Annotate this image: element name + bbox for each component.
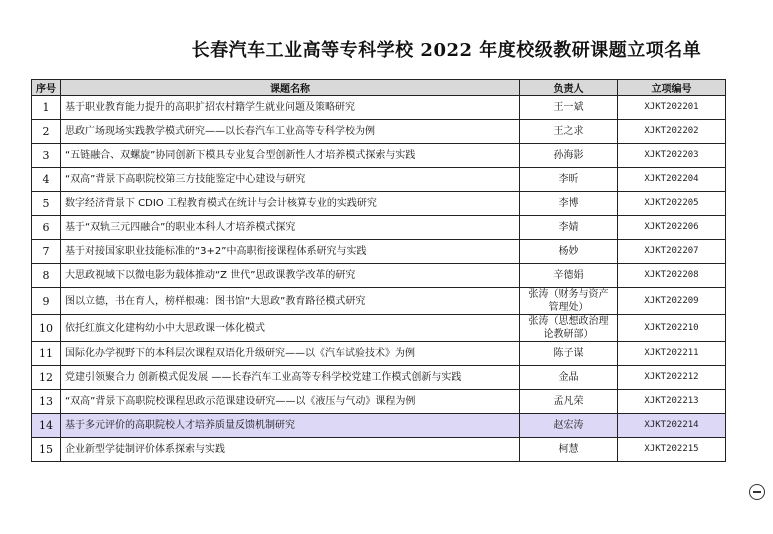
cell-no: 13 (32, 390, 61, 414)
cell-topic: 图以立德，书在育人，榜样根魂：图书馆“大思政”教育路径模式研究 (61, 288, 520, 315)
cell-no: 8 (32, 264, 61, 288)
cell-topic: 基于多元评价的高职院校人才培养质量反馈机制研究 (61, 414, 520, 438)
cell-no: 4 (32, 168, 61, 192)
table-row[interactable] (32, 288, 726, 315)
table-row[interactable] (32, 366, 726, 390)
cell-code: XJKT202207 (618, 240, 726, 264)
cell-owner: 孙海影 (520, 144, 618, 168)
cell-owner: 张涛（财务与资产管理处） (520, 288, 618, 315)
cell-no: 3 (32, 144, 61, 168)
header-code: 立项编号 (618, 80, 726, 96)
table-row[interactable] (32, 315, 726, 342)
table-row[interactable] (32, 240, 726, 264)
cell-code: XJKT202214 (618, 414, 726, 438)
cell-code: XJKT202206 (618, 216, 726, 240)
cell-topic: “双高”背景下高职院校第三方技能鉴定中心建设与研究 (61, 168, 520, 192)
cell-topic: 依托红旗文化建构幼小中大思政课一体化模式 (61, 315, 520, 342)
cell-owner: 孟凡荣 (520, 390, 618, 414)
header-topic: 课题名称 (61, 80, 520, 96)
cell-topic: 党建引领聚合力 创新模式促发展 ——长春汽车工业高等专科学校党建工作模式创新与实践 (61, 366, 520, 390)
cell-code: XJKT202211 (618, 342, 726, 366)
table-row[interactable] (32, 216, 726, 240)
cell-code: XJKT202209 (618, 288, 726, 315)
table-row[interactable] (32, 96, 726, 120)
cell-topic: 基于职业教育能力提升的高职扩招农村籍学生就业问题及策略研究 (61, 96, 520, 120)
cell-no: 12 (32, 366, 61, 390)
table-row[interactable] (32, 438, 726, 462)
header-owner: 负责人 (520, 80, 618, 96)
cell-owner: 辛德娟 (520, 264, 618, 288)
cell-code: XJKT202210 (618, 315, 726, 342)
cell-code: XJKT202201 (618, 96, 726, 120)
collapse-icon[interactable] (749, 484, 765, 500)
table-row[interactable] (32, 414, 726, 438)
cell-topic: 国际化办学视野下的本科层次课程双语化升级研究——以《汽车试验技术》为例 (61, 342, 520, 366)
table-row[interactable] (32, 342, 726, 366)
project-table (31, 79, 726, 462)
table-row[interactable] (32, 264, 726, 288)
cell-topic: 基于对接国家职业技能标准的“3+2”中高职衔接课程体系研究与实践 (61, 240, 520, 264)
cell-no: 11 (32, 342, 61, 366)
cell-code: XJKT202203 (618, 144, 726, 168)
cell-owner: 李昕 (520, 168, 618, 192)
table-row[interactable] (32, 390, 726, 414)
cell-no: 2 (32, 120, 61, 144)
cell-no: 6 (32, 216, 61, 240)
cell-code: XJKT202213 (618, 390, 726, 414)
table-row[interactable] (32, 192, 726, 216)
cell-owner: 李博 (520, 192, 618, 216)
cell-no: 14 (32, 414, 61, 438)
cell-owner: 王一斌 (520, 96, 618, 120)
cell-no: 5 (32, 192, 61, 216)
cell-topic: 基于“双轨三元四融合”的职业本科人才培养模式探究 (61, 216, 520, 240)
cell-topic: 数字经济背景下 CDIO 工程教育模式在统计与会计核算专业的实践研究 (61, 192, 520, 216)
cell-topic: 企业新型学徒制评价体系探索与实践 (61, 438, 520, 462)
cell-no: 1 (32, 96, 61, 120)
cell-no: 7 (32, 240, 61, 264)
cell-topic: “五链融合、双螺旋”协同创新下模具专业复合型创新性人才培养模式探索与实践 (61, 144, 520, 168)
table-header-row (32, 80, 726, 96)
cell-owner: 柯慧 (520, 438, 618, 462)
cell-code: XJKT202208 (618, 264, 726, 288)
document-title: 长春汽车工业高等专科学校 2022 年度校级教研课题立项名单 (191, 40, 702, 61)
cell-owner: 张涛（思想政治理论教研部） (520, 315, 618, 342)
cell-owner: 杨妙 (520, 240, 618, 264)
cell-owner: 陈子谋 (520, 342, 618, 366)
cell-owner: 李婧 (520, 216, 618, 240)
cell-code: XJKT202205 (618, 192, 726, 216)
cell-owner: 赵宏涛 (520, 414, 618, 438)
table-row[interactable] (32, 168, 726, 192)
cell-topic: “双高”背景下高职院校课程思政示范课建设研究——以《液压与气动》课程为例 (61, 390, 520, 414)
table-row[interactable] (32, 120, 726, 144)
header-no: 序号 (32, 80, 61, 96)
cell-no: 15 (32, 438, 61, 462)
cell-owner: 金晶 (520, 366, 618, 390)
cell-code: XJKT202215 (618, 438, 726, 462)
cell-topic: 大思政视域下以微电影为载体推动“Z 世代”思政课教学改革的研究 (61, 264, 520, 288)
cell-no: 9 (32, 288, 61, 315)
cell-topic: 思政广场现场实践教学模式研究——以长春汽车工业高等专科学校为例 (61, 120, 520, 144)
cell-code: XJKT202212 (618, 366, 726, 390)
cell-code: XJKT202204 (618, 168, 726, 192)
table-row[interactable] (32, 144, 726, 168)
cell-no: 10 (32, 315, 61, 342)
cell-owner: 王之求 (520, 120, 618, 144)
cell-code: XJKT202202 (618, 120, 726, 144)
